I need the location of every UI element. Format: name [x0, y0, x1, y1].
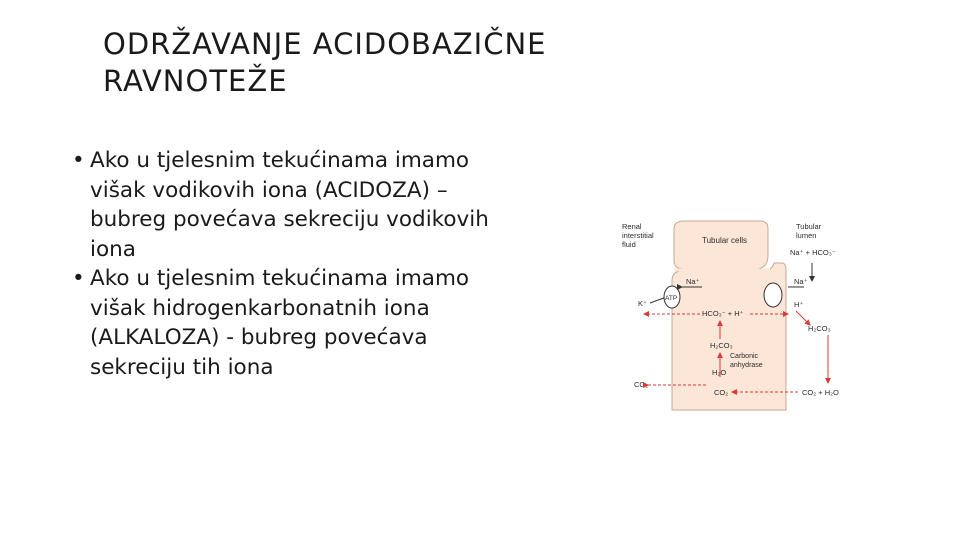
title-line-1: ODRŽAVANJE ACIDOBAZIČNE [103, 27, 547, 61]
h2co3-cell-label: H₂CO₃ [710, 341, 733, 350]
tubular-lumen-label-2: lumen [796, 231, 817, 240]
na-left-label: Na⁺ [686, 277, 700, 286]
h2o-label: H₂O [712, 368, 727, 377]
atp-label: ATP [665, 295, 678, 302]
antiporter-icon [764, 283, 782, 307]
carbonic-label: Carbonic [730, 353, 759, 360]
renal-fluid-label-3: fluid [622, 240, 636, 249]
na-right-label: Na⁺ [794, 277, 808, 286]
hco3-h-label: HCO₃⁻ + H⁺ [702, 309, 744, 318]
title-line-2: RAVNOTEŽE [103, 64, 288, 98]
slide-title [103, 26, 723, 100]
h-plus-label: H⁺ [794, 300, 804, 309]
tubular-lumen-label-1: Tubular [796, 222, 822, 231]
bullet-acidosis: • Ako u tjelesnim tekućinama imamo višak vodikovih iona (ACIDOZA) – bubreg povećava sekreciju vodikovih iona [72, 146, 492, 264]
co2-left-label: CO₂ [634, 380, 649, 389]
tubular-cells-label: Tubular cells [702, 236, 748, 245]
renal-fluid-label-2: interstitial [622, 231, 654, 240]
co2-h2o-label: CO₂ + H₂O [802, 388, 839, 397]
anhydrase-label: anhydrase [730, 362, 763, 369]
bullet-alkalosis: • Ako u tjelesnim tekućinama imamo višak hidrogenkarbonatnih iona (ALKALOZA) - bubreg povećava sekreciju tih iona [72, 264, 492, 382]
lumen-na-hco3: Na⁺ + HCO₃⁻ [790, 248, 836, 257]
renal-fluid-label-1: Renal [622, 222, 642, 231]
k-plus-label: K⁺ [638, 299, 647, 308]
co2-cell-label: CO₂ [714, 388, 729, 397]
renal-acid-base-diagram [612, 215, 844, 415]
h2co3-lumen-label: H₂CO₃ [808, 324, 831, 333]
bullet-list [72, 146, 492, 382]
